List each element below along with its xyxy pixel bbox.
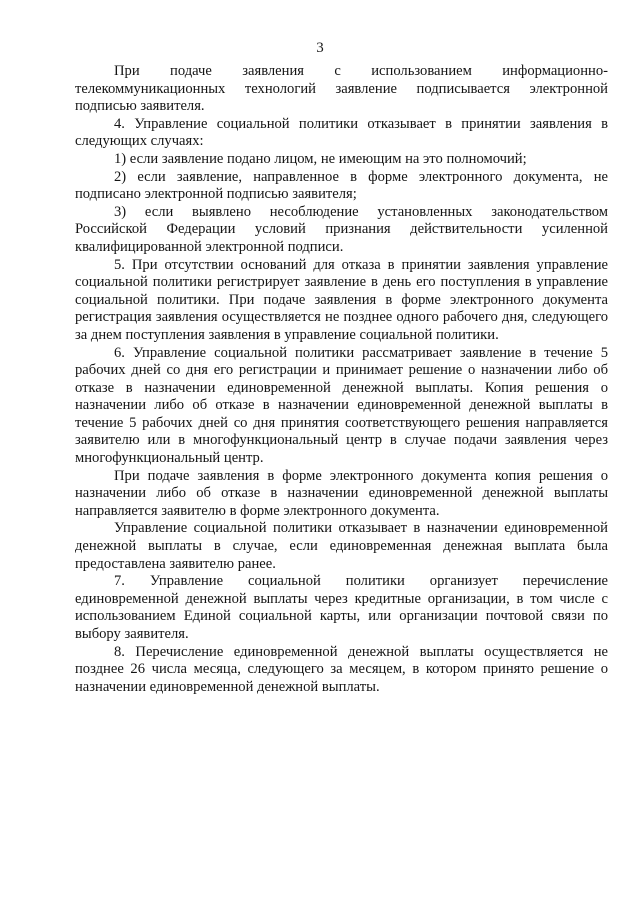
paragraph: 7. Управление социальной политики организует перечисление единовременной денежной выплаты через кредитные организации, в том числе с использованием Единой социальной карты, или организации почтовой связи по выбору заявителя. — [75, 573, 608, 642]
paragraph: 5. При отсутствии оснований для отказа в принятии заявления управление социальной политики регистрирует заявление в день его поступления в управление социальной политики. При подаче заявления в форме электронного документа регистрация заявления осуществляется не позднее одного рабочего дня, следующего за днем поступления заявления в управление социальной политики. — [75, 256, 608, 343]
paragraph: При подаче заявления с использованием информационно-телекоммуникационных технологий заявление подписывается электронной подписью заявителя. — [75, 63, 608, 115]
document-body — [75, 63, 608, 696]
paragraph: 1) если заявление подано лицом, не имеющим на это полномочий; — [114, 150, 527, 167]
paragraph: При подаче заявления в форме электронного документа копия решения о назначении либо об отказе в назначении единовременной денежной выплаты направляется заявителю в форме электронного документа. — [75, 467, 608, 519]
page-number: 3 — [316, 40, 324, 56]
paragraph: Управление социальной политики отказывает в назначении единовременной денежной выплаты в случае, если единовременная денежная выплата была предоставлена заявителю ранее. — [75, 520, 608, 572]
paragraph: 4. Управление социальной политики отказывает в принятии заявления в следующих случаях: — [75, 115, 608, 150]
paragraph: 8. Перечисление единовременной денежной выплаты осуществляется не позднее 26 числа месяца, следующего за месяцем, в котором принято решение о назначении единовременной денежной выплаты. — [75, 643, 608, 695]
paragraph: 6. Управление социальной политики рассматривает заявление в течение 5 рабочих дней со дня его регистрации и принимает решение о назначении либо об отказе в назначении единовременной денежной выплаты. Копия решения о назначении либо об отказе в назначении единовременной денежной выплаты в течение 5 рабочих дней со дня принятия соответствующего решения направляется заявителю или в многофункциональный центр в случае подачи заявления через многофункциональный центр. — [75, 344, 608, 467]
paragraph: 2) если заявление, направленное в форме электронного документа, не подписано электронной подписью заявителя; — [75, 168, 608, 203]
paragraph: 3) если выявлено несоблюдение установленных законодательством Российской Федерации условий признания действительности усиленной квалифицированной электронной подписи. — [75, 203, 608, 255]
